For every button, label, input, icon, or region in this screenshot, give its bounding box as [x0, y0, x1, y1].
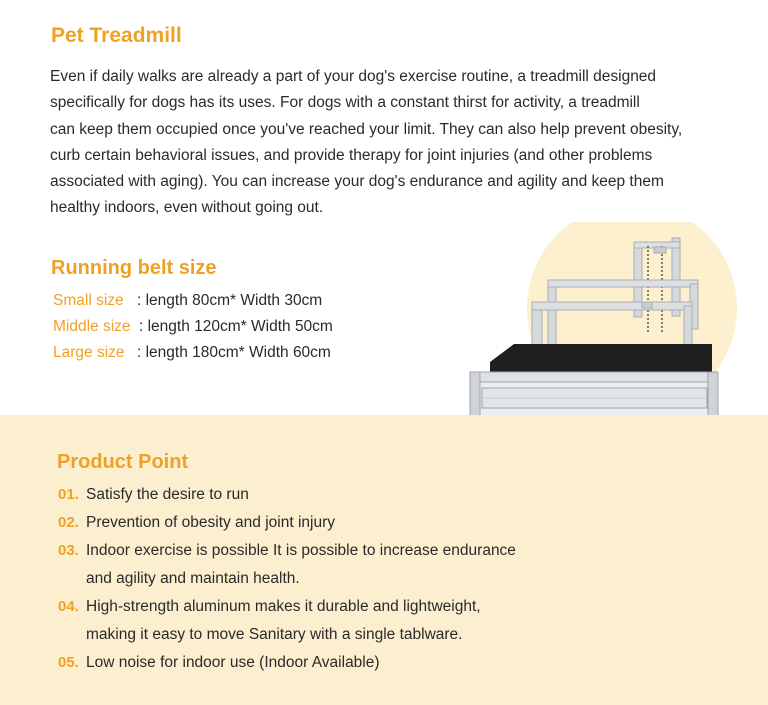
belt-size-label: Middle size [53, 318, 131, 335]
item-text: making it easy to move Sanitary with a single tablware. [86, 626, 463, 643]
treadmill-base [470, 372, 718, 420]
intro-paragraph [50, 64, 750, 222]
list-item [58, 649, 658, 677]
belt-size-label: Small size [53, 292, 124, 309]
running-belt [490, 344, 712, 372]
item-text: Low noise for indoor use (Indoor Available) [86, 654, 380, 671]
belt-size-value: : length 80cm* Width 30cm [137, 292, 323, 309]
list-item [58, 509, 658, 537]
item-number: 03. [58, 542, 79, 559]
intro-line: healthy indoors, even without going out. [50, 199, 324, 217]
item-number: 02. [58, 514, 79, 531]
product-point-section [0, 415, 768, 705]
item-number: 01. [58, 486, 79, 503]
item-text: Prevention of obesity and joint injury [86, 514, 336, 531]
item-text: and agility and maintain health. [86, 570, 300, 587]
item-number: 05. [58, 654, 79, 671]
belt-size-label: Large size [53, 344, 125, 361]
belt-size-heading: Running belt size [51, 257, 217, 279]
product-point-list [58, 481, 658, 677]
intro-line: curb certain behavioral issues, and provide therapy for joint injuries (and other problems [50, 146, 653, 164]
list-item [58, 537, 658, 593]
intro-line: associated with aging). You can increase your dog's endurance and agility and keep them [50, 173, 664, 191]
item-text: High-strength aluminum makes it durable and lightweight, [86, 598, 481, 615]
item-text: Satisfy the desire to run [86, 486, 249, 503]
item-number: 04. [58, 598, 79, 615]
intro-line: specifically for dogs has its uses. For dogs with a constant thirst for activity, a treadmill [50, 94, 640, 112]
page-title: Pet Treadmill [51, 24, 182, 47]
list-item [58, 593, 658, 649]
belt-size-value: : length 180cm* Width 60cm [137, 344, 331, 361]
item-text: Indoor exercise is possible It is possible to increase endurance [86, 542, 516, 559]
belt-size-value: : length 120cm* Width 50cm [139, 318, 333, 335]
intro-line: Even if daily walks are already a part of your dog's exercise routine, a treadmill designed [50, 68, 657, 85]
intro-line: can keep them occupied once you've reached your limit. They can also help prevent obesity, [50, 120, 683, 138]
product-point-heading: Product Point [57, 451, 189, 473]
list-item [58, 481, 658, 509]
treadmill-image [462, 222, 742, 432]
